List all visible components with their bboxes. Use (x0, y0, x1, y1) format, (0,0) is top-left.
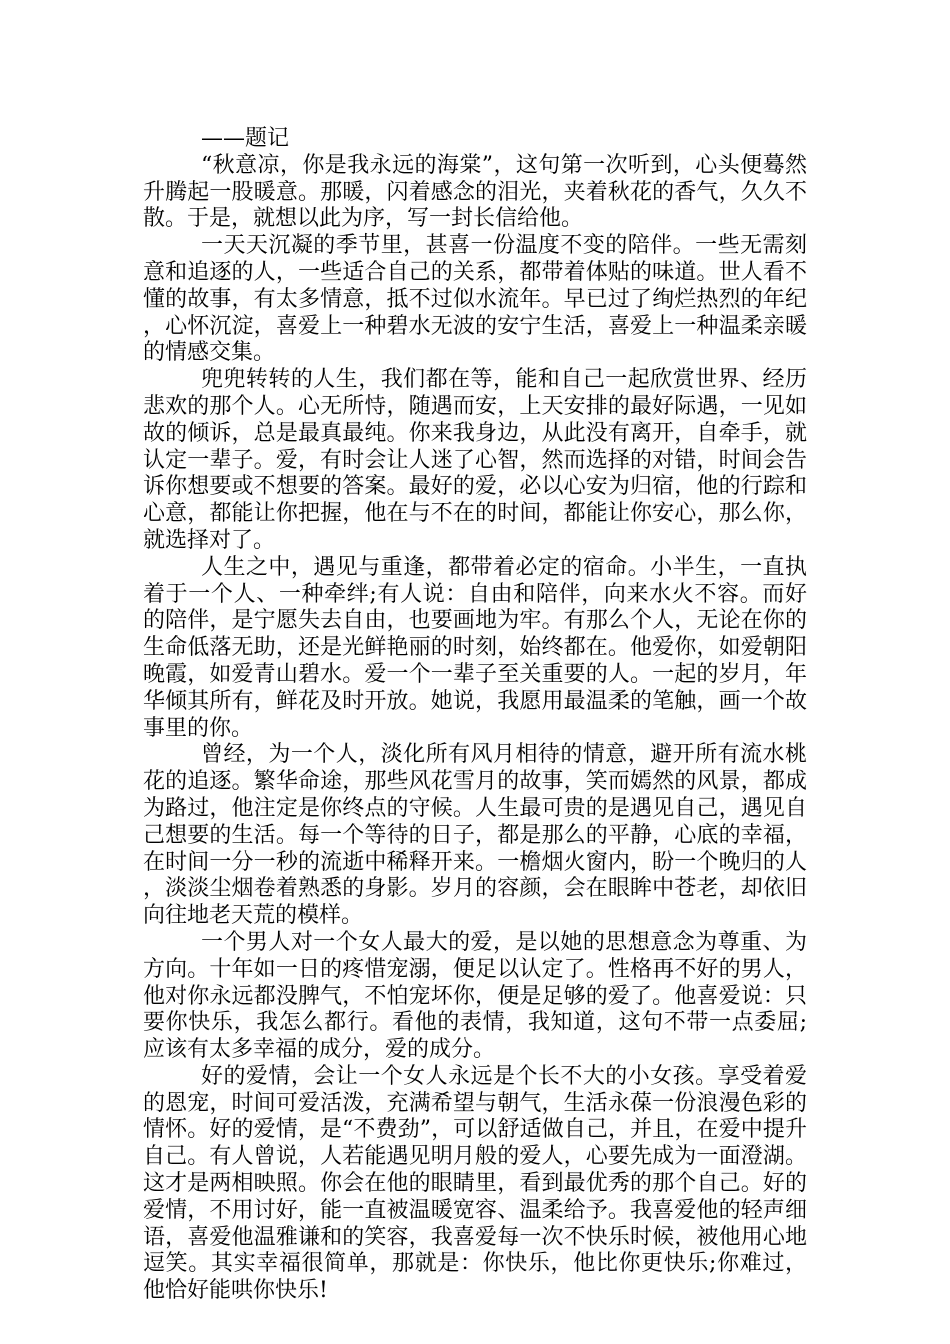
paragraph: 一天天沉凝的季节里，甚喜一份温度不变的陪伴。一些无需刻意和追逐的人，一些适合自己的关系，都带着体贴的味道。世人看不懂的故事，有太多情意，抵不过似水流年。早已过了绚烂热烈的年纪，心怀沉淀，喜爱上一种碧水无波的安宁生活，喜爱上一种温柔亲暖的情感交集。 (143, 233, 807, 366)
article-body (143, 126, 807, 1305)
paragraph: 曾经，为一个人，淡化所有风月相待的情意，避开所有流水桃花的追逐。繁华命途，那些风花雪月的故事，笑而嫣然的风景，都成为路过，他注定是你终点的守候。人生最可贵的是遇见自己，遇见自己想要的生活。每一个等待的日子，都是那么的平静，心底的幸福，在时间一分一秒的流逝中稀释开来。一檐烟火窗内，盼一个晚归的人，淡淡尘烟卷着熟悉的身影。岁月的容颜，会在眼眸中苍老，却依旧向往地老天荒的模样。 (143, 742, 807, 929)
paragraph: “秋意凉，你是我永远的海棠”，这句第一次听到，心头便蓦然升腾起一股暖意。那暖，闪着感念的泪光，夹着秋花的香气，久久不散。于是，就想以此为序，写一封长信给他。 (143, 152, 807, 232)
epigraph: ——题记 (201, 126, 290, 151)
paragraph: 人生之中，遇见与重逢，都带着必定的宿命。小半生，一直执着于一个人、一种牵绊;有人说：自由和陪伴，向来水火不容。而好的陪伴，是宁愿失去自由，也要画地为牢。有那么个人，无论在你的生命低落无助，还是光鲜艳丽的时刻，始终都在。他爱你，如爱朝阳晚霞，如爱青山碧水。爱一个一辈子至关重要的人。一起的岁月，年华倾其所有，鲜花及时开放。她说，我愿用最温柔的笔触，画一个故事里的你。 (143, 554, 807, 741)
paragraph: 兜兜转转的人生，我们都在等，能和自己一起欣赏世界、经历悲欢的那个人。心无所恃，随遇而安，上天安排的最好际遇，一见如故的倾诉，总是最真最纯。你来我身边，从此没有离开，自牵手，就认定一辈子。爱，有时会让人迷了心智，然而选择的对错，时间会告诉你想要或不想要的答案。最好的爱，必以心安为归宿，他的行踪和心意，都能让你把握，他在与不在的时间，都能让你安心，那么你，就选择对了。 (143, 367, 807, 553)
paragraph: 一个男人对一个女人最大的爱，是以她的思想意念为尊重、为方向。十年如一日的疼惜宠溺，便足以认定了。性格再不好的男人，他对你永远都没脾气，不怕宠坏你，便是足够的爱了。他喜爱说：只要你快乐，我怎么都行。看他的表情，我知道，这句不带一点委屈;应该有太多幸福的成分，爱的成分。 (143, 929, 807, 1063)
paragraph: 好的爱情，会让一个女人永远是个长不大的小女孩。享受着爱的恩宠，时间可爱活泼，充满希望与朝气，生活永葆一份浪漫色彩的情怀。好的爱情，是“不费劲”，可以舒适做自己，并且，在爱中提升自己。有人曾说，人若能遇见明月般的爱人，心要先成为一面澄湖。这才是两相映照。你会在他的眼睛里，看到最优秀的那个自己。好的爱情，不用讨好，能一直被温暖宽容、温柔给予。我喜爱他的轻声细语，喜爱他温雅谦和的笑容，我喜爱每一次不快乐时候，被他用心地逗笑。其实幸福很简单，那就是：你快乐，他比你更快乐;你难过，他恰好能哄你快乐! (143, 1063, 807, 1304)
